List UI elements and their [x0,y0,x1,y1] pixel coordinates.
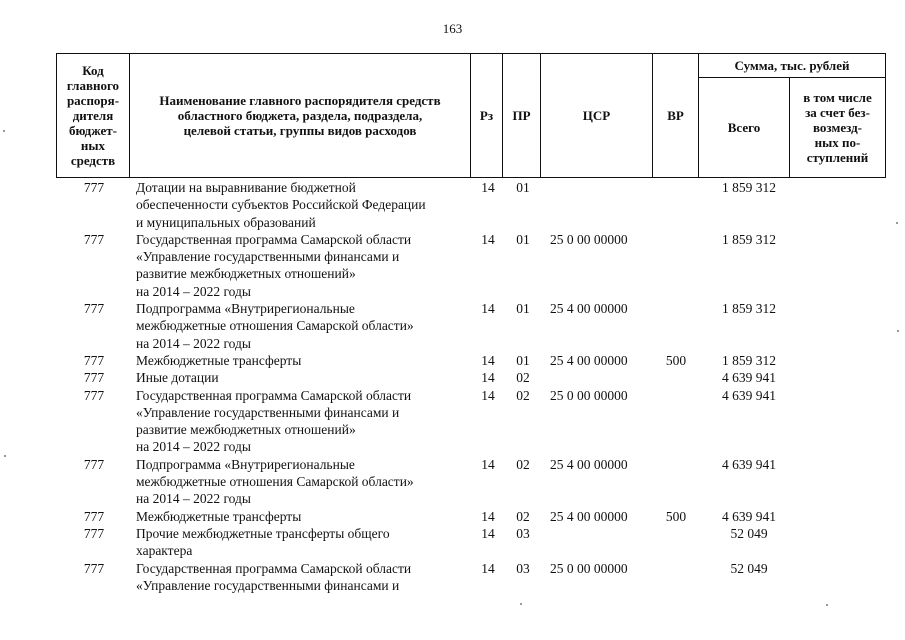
row-name-line: развитие межбюджетных отношений» [136,266,356,282]
table-row [56,231,886,300]
row-name-line: на 2014 – 2022 годы [136,439,251,455]
row-csr: 25 4 00 00000 [550,301,628,317]
row-pr: 01 [516,231,530,247]
table-row [56,525,886,560]
table-row [56,300,886,352]
row-vr: 500 [665,352,687,368]
row-csr: 25 0 00 00000 [550,560,628,576]
row-name-line: Подпрограмма «Внутрирегиональные [136,301,355,317]
row-csr: 25 4 00 00000 [550,508,628,524]
page-number: 163 [442,21,463,36]
row-rz: 14 [481,387,495,403]
row-name-line: характера [136,543,193,559]
row-pr: 02 [516,508,530,524]
header-name: Наименование главного распорядителя средств областного бюджета, раздела, подраздела, целевой статьи, группы видов расходов [159,92,441,138]
row-total: 1 859 312 [722,352,776,368]
row-code: 777 [83,387,105,403]
row-rz: 14 [481,560,495,576]
header-total: Всего [727,120,761,135]
row-total: 52 049 [730,560,768,576]
row-code: 777 [83,456,105,472]
row-code: 777 [83,508,105,524]
row-total: 1 859 312 [722,301,776,317]
row-pr: 01 [516,180,530,195]
row-rz: 14 [481,525,495,541]
row-name [136,179,476,231]
row-code: 777 [83,560,105,576]
row-csr: 25 0 00 00000 [550,387,628,403]
row-total: 4 639 941 [722,370,776,386]
row-pr: 01 [516,301,530,317]
row-pr: 02 [516,370,530,386]
row-name-line: «Управление государственными финансами и [136,249,400,265]
row-name [136,508,476,525]
table-row [56,456,886,508]
row-name-line: обеспеченности субъектов Российской Федерации [136,197,426,213]
row-total: 4 639 941 [722,387,776,403]
row-name-line: развитие межбюджетных отношений» [136,422,356,438]
table-row [56,387,886,456]
row-vr: 500 [665,508,687,524]
row-total: 4 639 941 [722,508,776,524]
header-sum: Сумма, тыс. рублей [734,57,850,73]
row-code: 777 [83,231,105,247]
row-name-line: межбюджетные отношения Самарской области» [136,318,414,334]
header-csr: ЦСР [582,107,611,123]
header-col-divider [885,53,886,178]
row-rz: 14 [481,180,495,195]
row-name-line: Межбюджетные трансферты [136,508,302,524]
scan-speck [897,330,899,332]
row-code: 777 [83,370,105,386]
table-row [56,508,886,525]
row-code: 777 [83,301,105,317]
header-bottom-border [56,177,886,178]
row-csr: 25 0 00 00000 [550,231,628,247]
row-pr: 02 [516,387,530,403]
table-row [56,560,886,595]
row-name-line: на 2014 – 2022 годы [136,491,251,507]
table-row [56,179,886,231]
table-body [56,179,886,594]
row-total: 4 639 941 [722,456,776,472]
row-code: 777 [83,180,105,195]
row-name-line: Подпрограмма «Внутрирегиональные [136,456,355,472]
row-rz: 14 [481,508,495,524]
row-pr: 03 [516,560,530,576]
row-name [136,560,476,595]
row-pr: 03 [516,525,530,541]
row-name-line: Государственная программа Самарской области [136,231,412,247]
row-name [136,300,476,352]
row-name [136,369,476,386]
row-code: 777 [83,352,105,368]
header-pr: ПР [512,107,531,123]
row-name-line: Государственная программа Самарской области [136,560,412,576]
row-name [136,387,476,456]
row-name [136,525,476,560]
row-rz: 14 [481,231,495,247]
header-vr: ВР [667,107,684,123]
row-name [136,352,476,369]
row-name-line: «Управление государственными финансами и [136,404,400,420]
table-row [56,369,886,386]
header-rz: Рз [479,107,494,123]
row-name-line: Межбюджетные трансферты [136,352,302,368]
row-rz: 14 [481,352,495,368]
row-total: 52 049 [730,525,768,541]
row-total: 1 859 312 [722,231,776,247]
row-name-line: Государственная программа Самарской области [136,387,412,403]
table-header [56,53,886,178]
scan-speck [896,222,898,224]
header-code: Код главного распоря- дителя бюджет- ных средств [66,62,120,168]
scan-speck [520,603,522,605]
table-row [56,352,886,369]
row-rz: 14 [481,456,495,472]
row-name-line: на 2014 – 2022 годы [136,335,251,351]
row-name-line: и муниципальных образований [136,214,316,230]
row-code: 777 [83,525,105,541]
row-name [136,231,476,300]
scan-speck [3,130,5,132]
row-csr: 25 4 00 00000 [550,456,628,472]
row-name-line: «Управление государственными финансами и [136,577,400,593]
row-name-line: Дотации на выравнивание бюджетной [136,180,356,195]
row-name-line: межбюджетные отношения Самарской области» [136,474,414,490]
row-rz: 14 [481,301,495,317]
row-pr: 02 [516,456,530,472]
scan-speck [826,604,828,606]
row-name-line: Иные дотации [136,370,219,386]
scan-speck [4,455,6,457]
row-name-line: на 2014 – 2022 годы [136,283,251,299]
row-name-line: Прочие межбюджетные трансферты общего [136,525,390,541]
row-total: 1 859 312 [722,180,776,195]
row-rz: 14 [481,370,495,386]
row-pr: 01 [516,352,530,368]
header-gratuitous: в том числе за счет без- возмезд- ных по- ступлений [803,90,872,165]
row-csr: 25 4 00 00000 [550,352,628,368]
row-name [136,456,476,508]
